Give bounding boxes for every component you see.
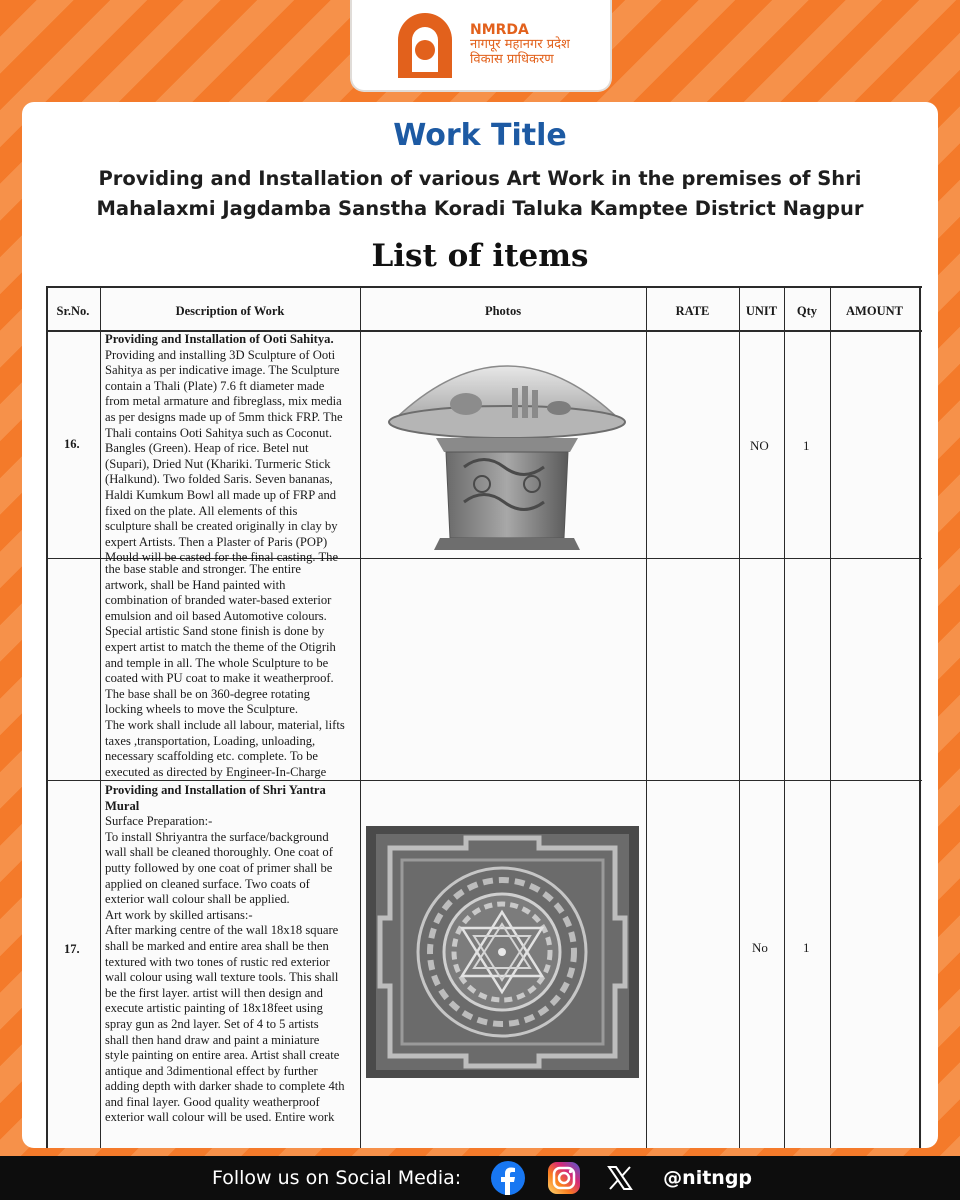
follow-label: Follow us on Social Media: bbox=[212, 1167, 462, 1189]
row-16-continued-lines bbox=[105, 562, 359, 780]
description-line: (Supari), Dried Nut (Khariki. Turmeric Stick bbox=[105, 456, 331, 471]
list-heading: List of items bbox=[371, 238, 589, 274]
description-line: exterior wall colour will be used. Entire work bbox=[105, 1110, 335, 1125]
description-line: shall then hand draw and paint a miniature bbox=[105, 1032, 320, 1047]
description-line: spray gun as 2nd layer. Set of 4 to 5 artists bbox=[105, 1016, 319, 1031]
description-line: execute artistic painting of 18x18feet using bbox=[105, 1001, 323, 1016]
row-17-srno: 17. bbox=[64, 942, 80, 956]
description-line: antique and 3dimentional effect by further bbox=[105, 1063, 318, 1078]
description-line: executed as directed by Engineer-In-Charge bbox=[105, 764, 327, 779]
description-line: locking wheels to move the Sculpture. bbox=[105, 702, 299, 717]
description-line: contain a Thali (Plate) 7.6 ft diameter made bbox=[105, 378, 325, 393]
row-16-description bbox=[105, 332, 359, 566]
content-card bbox=[22, 102, 938, 1148]
instagram-icon[interactable] bbox=[547, 1161, 581, 1195]
description-line: (Halkund). Two folded Saris. Seven bananas, bbox=[105, 472, 333, 487]
description-line: After marking centre of the wall 18x18 square bbox=[105, 923, 339, 938]
description-line: Mural bbox=[105, 798, 140, 813]
col-header-rate: RATE bbox=[675, 304, 710, 318]
description-line: wall shall be cleaned thoroughly. One coat of bbox=[105, 845, 333, 860]
description-line: be the first layer. artist will then design and bbox=[105, 985, 323, 1000]
description-line: adding depth with darker shade to complete 4th bbox=[105, 1079, 345, 1094]
description-line: Providing and installing 3D Sculpture of Ooti bbox=[105, 347, 336, 362]
description-line: The base shall be on 360-degree rotating bbox=[105, 686, 310, 701]
description-line: coated with PU coat to make it weatherproof. bbox=[105, 671, 334, 686]
description-line: artwork, shall be Hand painted with bbox=[105, 577, 286, 592]
description-line: the base stable and stronger. The entire bbox=[105, 562, 301, 576]
row-16-srno: 16. bbox=[64, 437, 80, 451]
description-line: Special artistic Sand stone finish is done by bbox=[105, 624, 325, 639]
description-line: Surface Preparation:- bbox=[105, 814, 213, 829]
description-line: Haldi Kumkum Bowl all made up of FRP and bbox=[105, 487, 337, 502]
items-table-scan bbox=[46, 286, 922, 1148]
work-title-text: Providing and Installation of various Art Work in the premises of Shri Mahalaxmi Jagdamba Sanstha Koradi Taluka Kamptee District Nagpur bbox=[96, 167, 864, 220]
description-line: as per designs made up of 5mm thick FRP. The bbox=[105, 409, 343, 424]
shri-yantra-mural-photo bbox=[366, 826, 639, 1078]
social-handle[interactable]: @nitngp bbox=[663, 1167, 753, 1189]
brand-line-1: नागपूर महानगर प्रदेश bbox=[470, 37, 570, 53]
row-17-description bbox=[105, 783, 359, 1126]
brand-line-2: विकास प्राधिकरण bbox=[470, 52, 554, 68]
description-line: and temple in all. The whole Sculpture to be bbox=[105, 655, 329, 670]
col-header-unit: UNIT bbox=[745, 304, 778, 318]
x-icon[interactable] bbox=[603, 1161, 637, 1195]
social-footer bbox=[0, 1156, 960, 1200]
description-line: wall colour using wall texture tools. This shall bbox=[105, 970, 339, 985]
nmrda-logo bbox=[350, 0, 612, 92]
description-line: necessary scaffolding etc. complete. To be bbox=[105, 749, 319, 764]
description-line: Providing and Installation of Shri Yantra bbox=[105, 783, 326, 797]
description-line: shall be marked and entire area shall be then bbox=[105, 938, 329, 953]
description-line: sculpture shall be created originally in clay by bbox=[105, 519, 338, 534]
description-line: style painting on entire area. Artist shall create bbox=[105, 1048, 340, 1063]
description-line: Bangles (Green). Heap of rice. Betel nut bbox=[105, 441, 309, 456]
row-16-desc-lines bbox=[105, 348, 359, 566]
col-header-description: Description of Work bbox=[175, 304, 285, 318]
description-line: Art work by skilled artisans:- bbox=[105, 907, 253, 922]
row-17-unit: No bbox=[752, 940, 768, 955]
brand-abbr: NMRDA bbox=[470, 22, 529, 39]
row-16-title: Providing and Installation of Ooti Sahitya. bbox=[105, 332, 334, 346]
description-line: expert Artists. Then a Plaster of Paris (POP) bbox=[105, 534, 328, 549]
description-line: Mould will be casted for the final casting. The bbox=[105, 550, 339, 565]
row-16-continued-description bbox=[105, 562, 359, 780]
description-line: combination of branded water-based exterior bbox=[105, 593, 332, 608]
col-header-srno: Sr.No. bbox=[56, 304, 90, 318]
row-17-desc-lines bbox=[105, 814, 359, 1126]
col-header-amount: AMOUNT bbox=[846, 304, 903, 318]
description-line: and final layer. Good quality weatherproof bbox=[105, 1094, 320, 1109]
description-line: The work shall include all labour, material, lifts bbox=[105, 717, 345, 732]
description-line: taxes ,transportation, Loading, unloading, bbox=[105, 733, 316, 748]
description-line: putty followed by one coat of primer shall be bbox=[105, 860, 333, 875]
description-line: applied on cleaned surface. Two coats of bbox=[105, 876, 310, 891]
row-17-title bbox=[105, 783, 359, 814]
description-line: Sahitya as per indicative image. The Sculpture bbox=[105, 363, 340, 378]
work-title-heading: Work Title bbox=[393, 118, 567, 153]
row-17-qty: 1 bbox=[803, 940, 810, 955]
row-16-qty: 1 bbox=[803, 438, 810, 453]
description-line: from metal armature and fibreglass, mix media bbox=[105, 394, 342, 409]
description-line: exterior wall colour shall be applied. bbox=[105, 892, 290, 907]
description-line: Thali contains Ooti Sahitya such as Coconut. bbox=[105, 425, 333, 440]
row-16-unit: NO bbox=[750, 438, 769, 453]
description-line: fixed on the plate. All elements of this bbox=[105, 503, 298, 518]
col-header-photos: Photos bbox=[484, 304, 522, 318]
facebook-icon[interactable] bbox=[491, 1161, 525, 1195]
description-line: expert artist to match the theme of the Otigrih bbox=[105, 639, 336, 654]
nmrda-logo-icon bbox=[390, 10, 460, 80]
description-line: To install Shriyantra the surface/background bbox=[105, 829, 329, 844]
ooti-sahitya-sculpture-photo bbox=[384, 342, 630, 552]
description-line: textured with two tones of rustic red exterior bbox=[105, 954, 330, 969]
col-header-qty: Qty bbox=[796, 304, 818, 318]
description-line: emulsion and oil based Automotive colours. bbox=[105, 608, 327, 623]
